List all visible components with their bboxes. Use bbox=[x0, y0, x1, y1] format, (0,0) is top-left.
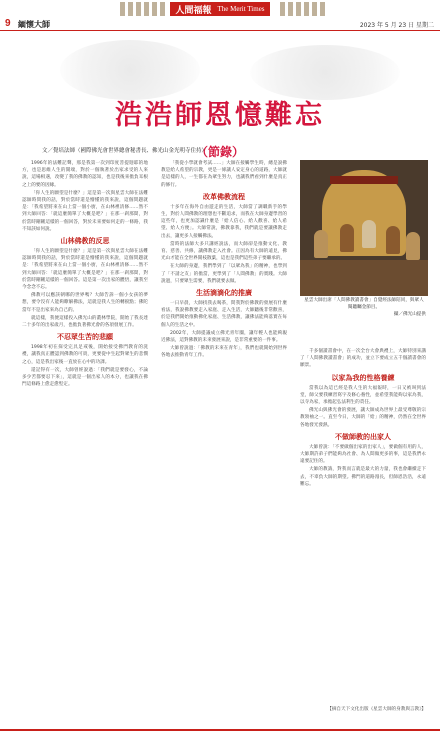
article-column-3 bbox=[300, 348, 426, 489]
shrine-banner bbox=[330, 176, 398, 184]
issue-date: 2023 年 5 月 23 日 星期二 bbox=[359, 22, 434, 29]
bottom-rule bbox=[0, 729, 440, 731]
paragraph: 當我以為這已經是我人生的大福報時，一日又被叫到法堂，師父要我練習寫字及修心養性，並希望我能夠以家為我，以寺為家，承擔起弘法利生的責任。 bbox=[300, 385, 426, 406]
person-figure bbox=[314, 230, 328, 258]
person-figure bbox=[362, 220, 376, 248]
article-title-suffix: （節錄） bbox=[195, 145, 244, 159]
paragraph: 大師的教誨，對我而言就是最大的力量，我也會繼續走下去，不辜負大師的期望。佛門的道路漫長，但師恩浩浩，永遠難忘。 bbox=[300, 467, 426, 487]
paragraph: 一日早晨，大師找我去喝茶，問我對於佛教的發展有什麼看法，我說佛教要走入家庭、走入生活，大師聽後非常歡喜，於是我們開始推動佛化家庭、生活佛教，讓佛法能夠落實在每個人的生活之中。 bbox=[161, 301, 287, 328]
cloud-decoration bbox=[60, 40, 200, 100]
photo-caption-text: 星雲大師出席「人間佛教讀書會」自覺經法師陪同，與眾人閱聽矚金節目。 bbox=[304, 298, 424, 310]
subheading: 以家為我的性格養練 bbox=[331, 373, 395, 382]
section-title: 緬懷大師 bbox=[18, 20, 50, 29]
paragraph: 千多個讀書會中，在一次全台大會典禮上，大師特別來講了「人間佛教讀書會」的成功，並立下要成立五千個讀書會的願景。 bbox=[300, 349, 426, 369]
subheading: 改革佛教流程 bbox=[203, 192, 245, 201]
paragraph: 大師曾說過：「佛教的未來在青年」，我們也就開始到世界各地去推動青年工作。 bbox=[161, 346, 287, 359]
subheading: 不做師教的出家人 bbox=[335, 432, 391, 441]
brand-name-en: The Merit Times bbox=[217, 5, 265, 13]
stage-floor bbox=[300, 260, 428, 296]
cloud-decoration bbox=[250, 45, 400, 100]
editor-note: 【摘自天下文化出版《星雲大師的身教與言教》】 bbox=[327, 707, 426, 712]
paragraph: 十多年在海外自由遊走的生活，大師當了調職新手的學生，對於人間佛教的理想也不斷追求，而我在大師身邊學習的這些年，也更加認識什麼是「給人信心、給人歡喜、給人希望、給人方便」。大師常說，佛教靠我，我們就是要讓佛教走出去，讓更多人接觸佛法。 bbox=[161, 204, 287, 239]
person-figure bbox=[406, 232, 420, 260]
article-byline: 文／覺培法師（國際佛光會世界總會秘書長、佛光山金光明寺住持） bbox=[42, 148, 208, 154]
paragraph: 就這樣，我便這樣投入佛光山的叢林學院，開始了我長達二十多年的出家歲月，也擔負著佛光會的各項發展工作。 bbox=[22, 315, 148, 329]
paragraph: 當時的法師大多只講經說法，而大師卻是推動文化、教育、慈善、共修，讓佛教走入社會。正因為有大師的遠見，佛光山才能在全世界開枝散葉，這也是我們這些弟子要繼承的。 bbox=[161, 241, 287, 262]
person-figure bbox=[386, 226, 400, 254]
paragraph: 「你人生的願望是什麼？」這是第一次與星雲大師在法難認師時問我的話，對於當時還是懵懂的我來說，這個問題就是：「我希望將來在山上當一個小廚，在山林裡清修……然不到大師回答：「就這麼簡單了大概是吧？」在那一剎那間，對於當時剛剛這樣的一個回答，對於未來要如何走的一條路，我不知該如何說。 bbox=[22, 190, 148, 232]
paragraph: 「我從小學就會考試……」大師在接觸學生時，總是說佛教是給人希望的宗教，更是一條讓人安定身心的道路，大師就是這樣的人，一生都在為眾生努力，也讓我們看到什麼是真正的修行。 bbox=[161, 161, 287, 188]
page-number: 9 bbox=[5, 18, 11, 29]
subheading: 生活滴滴化的推廣 bbox=[196, 289, 252, 298]
masthead-bar bbox=[0, 0, 440, 19]
paragraph: 1998年初在探受完具足戒後，開始接受佛門教育的洗禮，讓我真正體認到佛教的可貴，更要從中生起對眾生的悲憫之心，這是我出家後一直放在心中的功課。 bbox=[22, 345, 148, 365]
pillars-right-decoration bbox=[280, 2, 325, 16]
paragraph: 2002年，大師提議成立佛光青年團，讓年輕人也能夠親近佛法，這對佛教的未來發展來說，是非常重要的一件事。 bbox=[161, 330, 287, 344]
paragraph: 佛教可以應該朝哪的世界嗎？大師告訴一個小女孩的夢想，要令沒有人能夠瞭解佛法，這就是我人生的轉捩點；佛陀當年不是出家來為自己的。 bbox=[22, 293, 148, 313]
paragraph: 還記得有一次，大師曾經說過：「我們就是要發心，不論多少苦都要忍下來」，這就是一個出家人的本分，也讓我在佛門這條路上愈走愈堅定。 bbox=[22, 367, 148, 388]
article-photo bbox=[300, 160, 428, 296]
paragraph: 在大師的身邊，我們學到了「以眾為我」的精神，也學到了「不請之友」的擔當，更學到了「人間佛教」的實踐。大師說過，只要眾生需要，我們就要去做。 bbox=[161, 264, 287, 284]
person-figure bbox=[340, 224, 354, 252]
paragraph: 1996年的法難記聲，那是我第一次到印度菩提迦耶的地方，也是思維人生的開端，對於一個執著於出家求受的人來說，這場相遇，改變了我的佛教的認知，也是我後來擔負耳根之上的要的因緣。 bbox=[22, 161, 148, 188]
photo-caption bbox=[302, 298, 426, 318]
article-column-1 bbox=[22, 160, 148, 389]
article-title-main: 浩浩師恩憶難忘 bbox=[115, 100, 325, 131]
article-column-2 bbox=[161, 160, 287, 361]
paragraph: 大師曾說：「不要做個出家的出家人」，要做個有用的人，大師期許弟子們能夠為社會、為人間做更多的事，這是我們永遠要記住的。 bbox=[300, 444, 426, 465]
brand-logo bbox=[170, 2, 270, 16]
pillars-left-decoration bbox=[120, 2, 165, 16]
brand-name-cn: 人間福報 bbox=[175, 5, 212, 16]
subheading: 山林佛教的反思 bbox=[60, 237, 110, 246]
paragraph: 「你人生的願望是什麼？」這是第一次與星雲大師在法難認師時問我的話，對於當時還是懵懂的我來說，這個問題就是：「我希望將來在山上當一個小廚，在山林裡清修……然不到大師回答：「就這麼簡單了大概是吧？」在那一剎那間，對於當時剛剛這樣的一個回答。這是第一次出家的體悟，讓我至今念念不忘。 bbox=[22, 249, 148, 291]
subheading: 不忍眾生苦的悲願 bbox=[57, 333, 113, 342]
paragraph: 佛光山與佛光會的發展，讓大師成為世界上最受尊敬的宗教領袖之一。直至今日，大師的「給」的精神，仍然在全世界各地發光發熱。 bbox=[300, 408, 426, 428]
photo-credit: 攝／佛光山提供 bbox=[393, 311, 426, 317]
